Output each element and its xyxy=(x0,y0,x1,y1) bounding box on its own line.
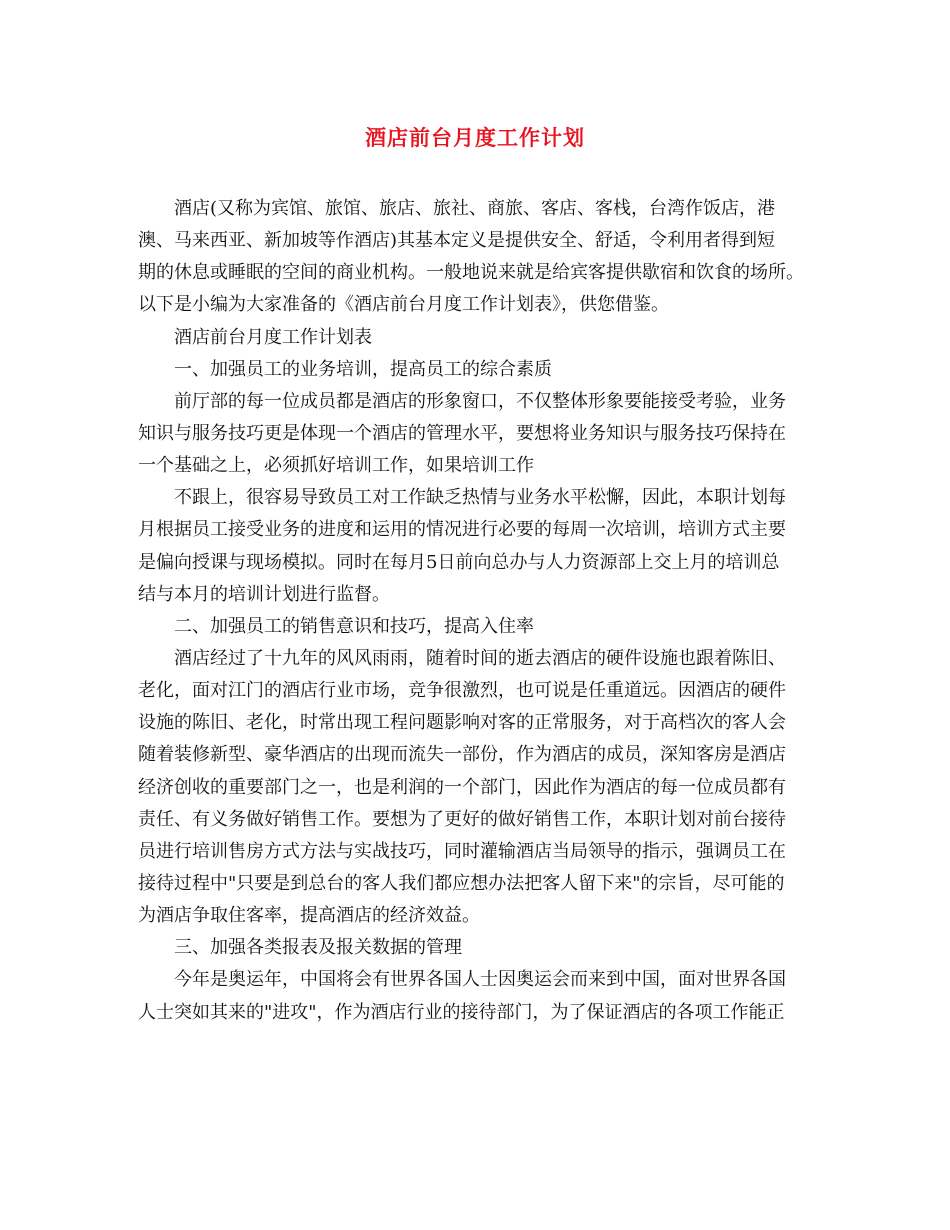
body-line: 今年是奥运年，中国将会有世界各国人士因奥运会而来到中国，面对世界各国 xyxy=(174,969,786,991)
body-line: 前厅部的每一位成员都是酒店的形象窗口，不仅整体形象要能接受考验，业务 xyxy=(174,390,786,412)
body-line: 澳、马来西亚、新加坡等作酒店)其基本定义是提供安全、舒适，令利用者得到短 xyxy=(138,230,776,252)
body-line: 接待过程中"只要是到总台的客人我们都应想办法把客人留下来"的宗旨，尽可能的 xyxy=(138,872,785,894)
body-line: 期的休息或睡眠的空间的商业机构。一般地说来就是给宾客提供歇宿和饮食的场所。 xyxy=(138,262,804,284)
body-line: 员进行培训售房方式方法与实战技巧，同时灌输酒店当局领导的指示，强调员工在 xyxy=(138,840,786,862)
body-line: 酒店前台月度工作计划表 xyxy=(174,326,372,348)
body-line: 知识与服务技巧更是体现一个酒店的管理水平，要想将业务知识与服务技巧保持在 xyxy=(138,422,786,444)
body-line: 随着装修新型、豪华酒店的出现而流失一部份，作为酒店的成员，深知客房是酒店 xyxy=(138,744,786,766)
body-line: 人士突如其来的"进攻"，作为酒店行业的接待部门，为了保证酒店的各项工作能正 xyxy=(138,1001,785,1023)
body-line: 一、加强员工的业务培训，提高员工的综合素质 xyxy=(174,358,552,380)
body-line: 是偏向授课与现场模拟。同时在每月5日前向总办与人力资源部上交上月的培训总 xyxy=(138,551,780,573)
body-line: 酒店(又称为宾馆、旅馆、旅店、旅社、商旅、客店、客栈，台湾作饭店，港 xyxy=(174,198,776,219)
body-line: 一个基础之上，必须抓好培训工作，如果培训工作 xyxy=(138,455,534,477)
body-line: 三、加强各类报表及报关数据的管理 xyxy=(174,937,462,959)
body-line: 责任、有义务做好销售工作。要想为了更好的做好销售工作，本职计划对前台接待 xyxy=(138,808,786,830)
body-line: 设施的陈旧、老化，时常出现工程问题影响对客的正常服务，对于高档次的客人会 xyxy=(138,712,786,734)
body-line: 为酒店争取住客率，提高酒店的经济效益。 xyxy=(138,905,480,927)
body-line: 酒店经过了十九年的风风雨雨，随着时间的逝去酒店的硬件设施也跟着陈旧、 xyxy=(174,647,786,669)
body-line: 月根据员工接受业务的进度和运用的情况进行必要的每周一次培训，培训方式主要 xyxy=(138,519,786,541)
body-line: 经济创收的重要部门之一，也是利润的一个部门，因此作为酒店的每一位成员都有 xyxy=(138,776,786,798)
body-line: 不跟上，很容易导致员工对工作缺乏热情与业务水平松懈，因此，本职计划每 xyxy=(174,487,786,509)
body-line: 二、加强员工的销售意识和技巧，提高入住率 xyxy=(174,615,534,637)
body-line: 以下是小编为大家准备的《酒店前台月度工作计划表》，供您借鉴。 xyxy=(138,294,669,316)
body-line: 老化，面对江门的酒店行业市场，竞争很激烈，也可说是任重道远。因酒店的硬件 xyxy=(138,680,786,702)
body-line: 结与本月的培训计划进行监督。 xyxy=(138,583,390,605)
document-body xyxy=(138,193,828,1029)
document-title: 酒店前台月度工作计划 xyxy=(365,125,585,150)
